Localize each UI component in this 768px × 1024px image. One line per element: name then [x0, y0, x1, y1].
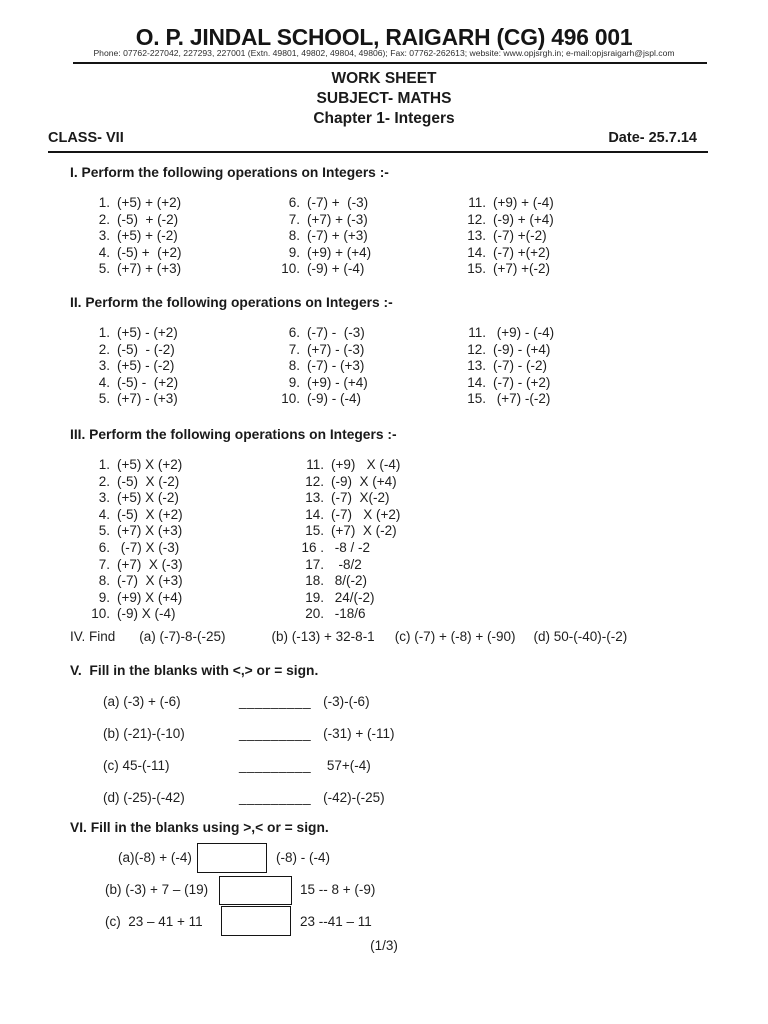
problem-expression: (-9) + (+4) — [493, 211, 554, 227]
problem-number: 9. — [288, 244, 300, 260]
fill-blank-row-a — [103, 694, 370, 710]
row-left-expression: (d) (-25)-(-42) — [103, 790, 185, 805]
problem-item — [448, 325, 554, 342]
problem-number: 7. — [98, 556, 110, 572]
problem-number: 2. — [98, 211, 110, 227]
problem-item — [448, 212, 554, 229]
problem-expression: (+7) X (+3) — [117, 523, 183, 539]
problem-item — [82, 228, 182, 245]
page-number: (1/3) — [370, 938, 398, 953]
section-i-col2 — [264, 195, 371, 278]
problem-number: 12. — [305, 473, 324, 489]
problem-item — [284, 606, 400, 623]
problem-expression: (+5) - (+2) — [117, 325, 178, 340]
problem-expression: (+9) X (+4) — [117, 589, 183, 605]
problem-item — [448, 261, 554, 278]
problem-number: 14. — [467, 244, 486, 260]
problem-number: 6. — [98, 539, 110, 555]
compare-row-b-right: 15 -- 8 + (-9) — [300, 882, 376, 897]
problem-number: 7. — [288, 211, 300, 227]
problem-expression: (-7) X (+2) — [331, 506, 401, 522]
section-ii-heading: II. Perform the following operations on Integers :- — [70, 295, 393, 310]
problem-item — [82, 507, 183, 524]
problem-number: 15. — [467, 391, 486, 407]
problem-item — [264, 358, 368, 375]
section-iii-col2 — [284, 457, 400, 623]
compare-row-a-right: (-8) - (-4) — [276, 850, 330, 865]
problem-item — [82, 474, 183, 491]
problem-expression: (+7) + (+3) — [117, 261, 182, 277]
problem-expression: (-9) - (+4) — [493, 341, 551, 357]
problem-expression: (-7) + (-3) — [307, 195, 369, 210]
problem-number: 14. — [467, 374, 486, 390]
problem-number: 5. — [98, 261, 110, 277]
problem-item — [82, 391, 178, 408]
row-left-expression: (a) (-3) + (-6) — [103, 694, 181, 709]
problem-number: 5. — [98, 391, 110, 407]
blank-underscores: _________ — [239, 694, 312, 709]
contact-line: Phone: 07762-227042, 227293, 227001 (Extn. 49801, 49802, 49804, 49806); Fax: 07762-262613; website: www.opjsrgh.in; e-mail:opjsraigarh@jspl.com — [93, 48, 675, 58]
problem-item — [82, 557, 183, 574]
problem-number: 15. — [467, 261, 486, 277]
section-i-col3 — [448, 195, 554, 278]
problem-item — [448, 342, 554, 359]
problem-item — [82, 523, 183, 540]
problem-number: 7. — [288, 341, 300, 357]
problem-item — [82, 375, 178, 392]
problem-item — [448, 391, 554, 408]
problem-number: 4. — [98, 244, 110, 260]
problem-number: 10. — [91, 606, 110, 622]
problem-expression: (-5) + (-2) — [117, 211, 179, 227]
find-item-c: (c) (-7) + (-8) + (-90) — [394, 629, 516, 644]
problem-item — [264, 228, 371, 245]
problem-item — [264, 325, 368, 342]
problem-expression: (-7) + (+3) — [307, 228, 368, 244]
problem-item — [82, 457, 183, 474]
problem-item — [284, 474, 400, 491]
row-right-expression: (-42)-(-25) — [323, 790, 385, 805]
problem-number: 20. — [305, 606, 324, 622]
problem-number: 14. — [305, 506, 324, 522]
row-right-expression: (-31) + (-11) — [323, 726, 395, 741]
compare-row-b-left: (b) (-3) + 7 – (19) — [105, 882, 209, 897]
answer-box-b — [219, 876, 292, 905]
problem-expression: (+9) X (-4) — [331, 457, 401, 472]
class-label: CLASS- VII — [48, 130, 124, 146]
problem-expression: 24/(-2) — [331, 589, 375, 605]
chapter-line: Chapter 1- Integers — [313, 110, 455, 127]
problem-expression: 8/(-2) — [331, 573, 368, 589]
problem-expression: (-7) X(-2) — [331, 490, 390, 506]
problem-expression: (-7) X (-3) — [117, 539, 180, 555]
problem-expression: (-9) X (-4) — [117, 606, 176, 622]
problem-expression: -8/2 — [331, 556, 362, 572]
header-divider — [73, 62, 707, 64]
row-left-expression: (b) (-21)-(-10) — [103, 726, 185, 741]
problem-item — [284, 457, 400, 474]
problem-item — [264, 195, 371, 212]
problem-expression: (+7) - (+3) — [117, 391, 178, 407]
problem-number: 12. — [467, 341, 486, 357]
problem-expression: (+5) + (-2) — [117, 228, 178, 244]
problem-number: 4. — [98, 374, 110, 390]
problem-item — [284, 573, 400, 590]
problem-expression: (+5) X (-2) — [117, 490, 179, 506]
problem-number: 11. — [468, 325, 486, 340]
problem-item — [448, 375, 554, 392]
problem-item — [284, 507, 400, 524]
section-ii-col1 — [82, 325, 178, 408]
subheader-divider — [48, 151, 708, 153]
problem-expression: (-7) - (-2) — [493, 358, 547, 374]
row-right-expression: 57+(-4) — [323, 758, 371, 773]
problem-expression: (-5) - (-2) — [117, 341, 175, 357]
problem-expression: (-5) X (-2) — [117, 473, 180, 489]
problem-expression: (-9) - (-4) — [307, 391, 361, 407]
school-name: O. P. JINDAL SCHOOL, RAIGARH (CG) 496 001 — [135, 24, 633, 50]
find-item-d: (d) 50-(-40)-(-2) — [533, 629, 628, 644]
problem-item — [448, 228, 554, 245]
problem-expression: (+7) +(-2) — [493, 261, 551, 277]
problem-expression: (+9) - (-4) — [493, 325, 555, 340]
answer-box-a — [197, 843, 267, 873]
row-right-expression: (-3)-(-6) — [323, 694, 370, 709]
problem-expression: (-5) X (+2) — [117, 506, 183, 522]
problem-number: 13. — [467, 228, 486, 244]
problem-expression: (-9) X (+4) — [331, 473, 397, 489]
problem-number: 13. — [305, 490, 324, 506]
problem-number: 9. — [288, 374, 300, 390]
problem-item — [82, 245, 182, 262]
problem-number: 11. — [468, 195, 486, 210]
problem-number: 13. — [467, 358, 486, 374]
section-i-col1 — [82, 195, 182, 278]
problem-expression: (+7) X (-3) — [117, 556, 183, 572]
problem-item — [82, 573, 183, 590]
problem-item — [284, 540, 400, 557]
problem-number: 6. — [288, 195, 300, 210]
problem-expression: (+7) -(-2) — [493, 391, 551, 407]
fill-blank-row-c — [103, 758, 371, 774]
problem-number: 8. — [288, 228, 300, 244]
problem-expression: (-7) - (+3) — [307, 358, 365, 374]
blank-underscores: _________ — [239, 790, 312, 805]
problem-number: 10. — [281, 391, 300, 407]
fill-blank-row-d — [103, 790, 385, 806]
problem-item — [264, 212, 371, 229]
problem-number: 1. — [98, 195, 110, 210]
compare-row-c-left: (c) 23 – 41 + 11 — [105, 914, 203, 929]
section-iv-label: IV. Find — [70, 629, 116, 644]
problem-expression: (-7) +(+2) — [493, 244, 551, 260]
problem-expression: (-7) X (+3) — [117, 573, 183, 589]
row-left-expression: (c) 45-(-11) — [103, 758, 170, 773]
problem-number: 3. — [98, 490, 110, 506]
problem-number: 6. — [288, 325, 300, 340]
problem-number: 2. — [98, 341, 110, 357]
problem-item — [448, 245, 554, 262]
problem-expression: (-7) - (+2) — [493, 374, 551, 390]
problem-item — [264, 391, 368, 408]
problem-item — [264, 375, 368, 392]
find-item-b: (b) (-13) + 32-8-1 — [271, 629, 375, 644]
problem-number: 19. — [305, 589, 324, 605]
problem-item — [448, 358, 554, 375]
fill-blank-row-b — [103, 726, 394, 742]
problem-item — [448, 195, 554, 212]
subject-line: SUBJECT- MATHS — [316, 90, 452, 107]
problem-item — [264, 261, 371, 278]
problem-expression: (+7) - (-3) — [307, 341, 365, 357]
section-iii-col1 — [82, 457, 183, 623]
problem-item — [82, 212, 182, 229]
section-ii-col3 — [448, 325, 554, 408]
problem-item — [264, 245, 371, 262]
section-i-heading: I. Perform the following operations on Integers :- — [70, 165, 389, 180]
problem-item — [82, 606, 183, 623]
problem-number: 1. — [98, 325, 110, 340]
problem-item — [284, 557, 400, 574]
problem-expression: (+9) + (-4) — [493, 195, 554, 210]
problem-item — [284, 590, 400, 607]
problem-expression: (+9) + (+4) — [307, 244, 372, 260]
problem-item — [82, 195, 182, 212]
section-vi-heading: VI. Fill in the blanks using >,< or = sign. — [70, 820, 329, 835]
find-item-a: (a) (-7)-8-(-25) — [139, 629, 226, 644]
problem-number: 18. — [305, 573, 324, 589]
problem-expression: (+7) + (-3) — [307, 211, 368, 227]
problem-expression: (-5) - (+2) — [117, 374, 179, 390]
problem-expression: (+9) - (+4) — [307, 374, 368, 390]
problem-item — [82, 358, 178, 375]
problem-item — [82, 540, 183, 557]
problem-number: 3. — [98, 228, 110, 244]
problem-number: 5. — [98, 523, 110, 539]
problem-number: 12. — [467, 211, 486, 227]
problem-expression: (+5) + (+2) — [117, 195, 182, 210]
blank-underscores: _________ — [239, 758, 312, 773]
problem-item — [82, 590, 183, 607]
problem-expression: -18/6 — [331, 606, 366, 622]
problem-item — [284, 523, 400, 540]
problem-item — [82, 325, 178, 342]
problem-expression: (+5) - (-2) — [117, 358, 175, 374]
problem-expression: (+7) X (-2) — [331, 523, 397, 539]
section-iv-row — [70, 629, 627, 645]
problem-number: 1. — [98, 457, 110, 472]
section-v-heading: V. Fill in the blanks with <,> or = sign. — [70, 663, 319, 678]
problem-item — [264, 342, 368, 359]
problem-number: 11. — [306, 457, 324, 472]
problem-number: 16 . — [301, 539, 324, 555]
problem-number: 8. — [288, 358, 300, 374]
problem-item — [82, 261, 182, 278]
problem-item — [284, 490, 400, 507]
problem-item — [82, 490, 183, 507]
problem-item — [82, 342, 178, 359]
problem-expression: (-5) + (+2) — [117, 244, 182, 260]
problem-number: 3. — [98, 358, 110, 374]
problem-number: 8. — [98, 573, 110, 589]
problem-expression: (-9) + (-4) — [307, 261, 365, 277]
blank-underscores: _________ — [239, 726, 312, 741]
compare-row-a-left: (a)(-8) + (-4) — [118, 850, 192, 865]
problem-number: 2. — [98, 473, 110, 489]
problem-number: 17. — [305, 556, 324, 572]
problem-expression: (+5) X (+2) — [117, 457, 183, 472]
section-iii-heading: III. Perform the following operations on Integers :- — [70, 427, 397, 442]
doc-title: WORK SHEET — [331, 70, 437, 87]
problem-expression: (-7) +(-2) — [493, 228, 547, 244]
problem-number: 9. — [98, 589, 110, 605]
problem-number: 4. — [98, 506, 110, 522]
date-label: Date- 25.7.14 — [608, 130, 697, 146]
problem-expression: -8 / -2 — [331, 539, 371, 555]
problem-expression: (-7) - (-3) — [307, 325, 365, 340]
section-ii-col2 — [264, 325, 368, 408]
problem-number: 10. — [281, 261, 300, 277]
answer-box-c — [221, 906, 291, 936]
compare-row-c-right: 23 --41 – 11 — [300, 914, 372, 929]
problem-number: 15. — [305, 523, 324, 539]
